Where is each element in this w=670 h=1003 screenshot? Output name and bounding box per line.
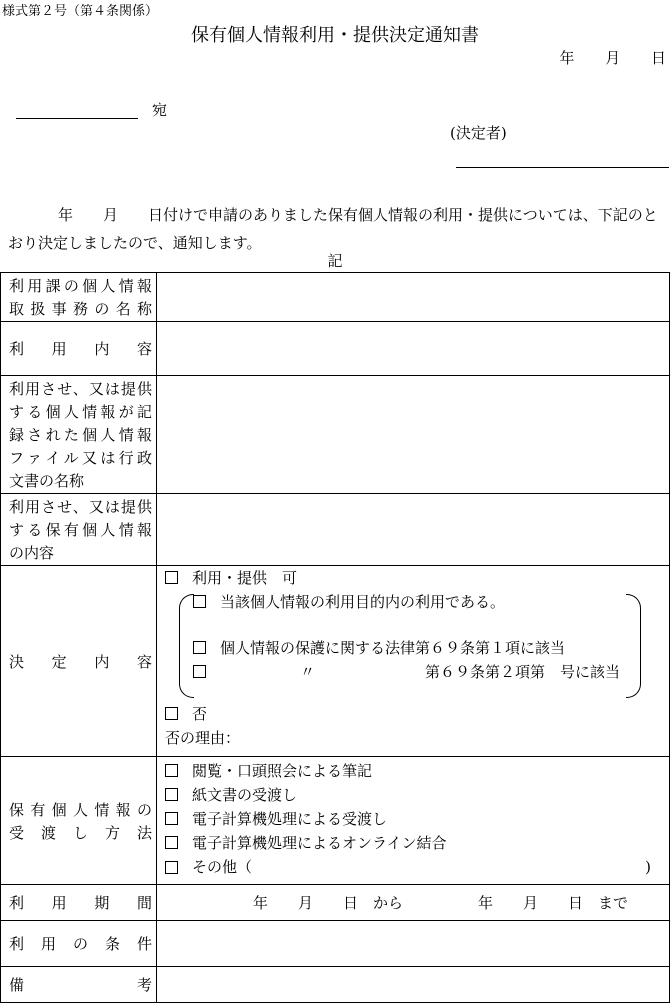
method-0[interactable] bbox=[165, 759, 669, 783]
value-content[interactable] bbox=[157, 494, 670, 566]
row-label-file-name bbox=[1, 376, 157, 494]
label-line: する個人情報が記 bbox=[9, 403, 152, 421]
checkbox-deny[interactable] bbox=[165, 707, 178, 720]
method-label: 電子計算機処理によるオンライン結合 bbox=[192, 834, 447, 852]
label-line: 備考 bbox=[9, 976, 152, 994]
label-line: 利用させ、又は提供 bbox=[9, 498, 152, 516]
option-label: 個人情報の保護に関する法律第６９条第１項に該当 bbox=[220, 639, 566, 657]
label-line: 利用課の個人情報 bbox=[9, 277, 152, 295]
option-allow[interactable] bbox=[165, 566, 669, 590]
method-4[interactable] bbox=[165, 855, 669, 879]
label-line: ファイル又は行政 bbox=[9, 449, 152, 467]
value-remarks[interactable] bbox=[157, 967, 670, 1003]
value-conditions[interactable] bbox=[157, 921, 670, 967]
value-office[interactable] bbox=[157, 273, 670, 322]
value-usage[interactable] bbox=[157, 322, 670, 376]
checkbox-law-69-1[interactable] bbox=[193, 641, 206, 654]
option-purpose[interactable] bbox=[193, 590, 669, 614]
method-3[interactable] bbox=[165, 831, 669, 855]
document-title: 保有個人情報利用・提供決定通知書 bbox=[191, 25, 479, 46]
method-label: 紙文書の受渡し bbox=[192, 786, 298, 804]
deny-reason: 否の理由： bbox=[165, 729, 241, 747]
row-label-usage bbox=[1, 322, 157, 376]
ditto-mark: 〃 bbox=[300, 663, 316, 681]
checkbox-method[interactable] bbox=[165, 836, 178, 849]
addressee-suffix: 宛 bbox=[152, 101, 168, 119]
option-label: 利用・提供 可 bbox=[192, 569, 298, 587]
checkbox-allow[interactable] bbox=[165, 571, 178, 584]
option-deny[interactable] bbox=[165, 702, 669, 726]
checkbox-purpose[interactable] bbox=[193, 595, 206, 608]
label-line: 利用の条件 bbox=[9, 935, 152, 953]
addressee-line bbox=[16, 118, 138, 119]
row-label-conditions bbox=[1, 921, 157, 967]
checkbox-law-69-2[interactable] bbox=[193, 665, 206, 678]
method-label: 電子計算機処理による受渡し bbox=[192, 810, 388, 828]
decision-table bbox=[0, 272, 670, 1003]
decider-label: (決定者) bbox=[450, 124, 507, 142]
issue-date: 年 月 日 bbox=[559, 49, 666, 67]
value-delivery bbox=[157, 757, 670, 885]
label-line: 決定内容 bbox=[9, 652, 152, 671]
method-label: 閲覧・口頭照会による筆記 bbox=[192, 762, 373, 780]
body-text bbox=[8, 201, 664, 257]
value-decision bbox=[157, 566, 670, 757]
label-line: 利用内容 bbox=[9, 340, 152, 358]
option-label: 当該個人情報の利用目的内の利用である。 bbox=[220, 593, 506, 611]
label-line: の内容 bbox=[9, 544, 55, 562]
checkbox-method[interactable] bbox=[165, 861, 178, 874]
label-line: 取扱事務の名称 bbox=[9, 300, 152, 318]
ki-heading: 記 bbox=[327, 252, 343, 270]
left-bracket bbox=[179, 594, 194, 698]
value-period[interactable] bbox=[157, 885, 670, 921]
form-label: 様式第２号（第４条関係） bbox=[2, 4, 159, 19]
row-label-remarks bbox=[1, 967, 157, 1003]
decider-line bbox=[456, 167, 669, 168]
method-2[interactable] bbox=[165, 807, 669, 831]
checkbox-method[interactable] bbox=[165, 788, 178, 801]
method-1[interactable] bbox=[165, 783, 669, 807]
checkbox-method[interactable] bbox=[165, 764, 178, 777]
option-law-69-1[interactable] bbox=[193, 636, 669, 660]
period-text: 年 月 日 から 年 月 日 まで bbox=[253, 894, 629, 912]
row-label-delivery bbox=[1, 757, 157, 885]
label-line: 利用させ、又は提供 bbox=[9, 380, 152, 398]
label-line: 保有個人情報の bbox=[9, 800, 152, 819]
option-law-69-2[interactable] bbox=[193, 660, 669, 684]
row-label-office bbox=[1, 273, 157, 322]
label-line: 録された個人情報 bbox=[9, 426, 152, 444]
checkbox-method[interactable] bbox=[165, 812, 178, 825]
body-sentence: 年 月 日付けで申請のありました保有個人情報の利用・提供については、下記のとおり決定しましたので、通知します。 bbox=[8, 206, 658, 252]
label-line: する保有個人情報 bbox=[9, 521, 152, 539]
close-paren: ) bbox=[645, 858, 651, 876]
method-label: その他（ bbox=[192, 858, 253, 876]
allow-conditions bbox=[165, 590, 669, 702]
row-label-decision bbox=[1, 566, 157, 757]
label-line: 利用期間 bbox=[9, 894, 152, 912]
label-line: 文書の名称 bbox=[9, 472, 85, 490]
row-label-content bbox=[1, 494, 157, 566]
right-bracket bbox=[626, 594, 641, 698]
row-label-period bbox=[1, 885, 157, 921]
label-line: 受渡し方法 bbox=[9, 823, 152, 842]
value-file-name[interactable] bbox=[157, 376, 670, 494]
option-label: 否 bbox=[192, 705, 208, 723]
option-label: 第６９条第２項第 号に該当 bbox=[425, 663, 621, 681]
